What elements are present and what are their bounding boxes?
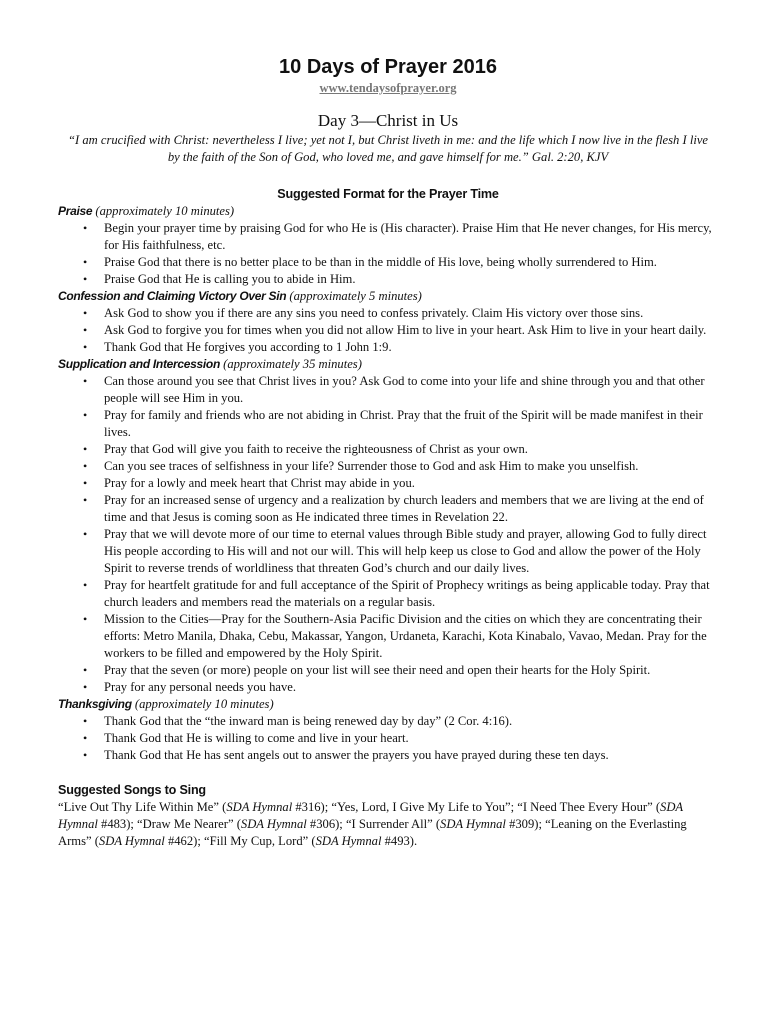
list-item <box>83 271 718 288</box>
list-item-text: Pray for a lowly and meek heart that Christ may abide in you. <box>104 476 415 490</box>
bullet-icon: • <box>83 680 88 694</box>
list-item <box>83 713 718 730</box>
list-item <box>83 373 718 407</box>
bullet-icon: • <box>83 476 88 490</box>
list-item-text: Mission to the Cities—Pray for the Southern-Asia Pacific Division and the cities on which they are concentrating their efforts: Metro Manila, Dhaka, Cebu, Makassar, Yangon, Urdaneta, Karachi, Kota Kinabalo, Vavao, Medan. Pray for the workers to be filled and empowered by the Holy Spirit. <box>104 612 707 660</box>
section-heading <box>58 288 718 305</box>
songs-list: “Live Out Thy Life Within Me” (SDA Hymnal #316); “Yes, Lord, I Give My Life to You”; “I Need Thee Every Hour” (SDA Hymnal #483); “Draw Me Nearer” (SDA Hymnal #306); “I Surrender All” (SDA Hymnal #309); “Leaning on the Everlasting Arms” (SDA Hymnal #462); “Fill My Cup, Lord” (SDA Hymnal #493). <box>58 800 687 848</box>
list-item <box>83 492 718 526</box>
list-item-text: Thank God that He has sent angels out to answer the prayers you have prayed during these ten days. <box>104 748 609 762</box>
list-item <box>83 577 718 611</box>
section-name: Praise <box>58 204 93 218</box>
bullet-icon: • <box>83 408 88 422</box>
section-duration: (approximately 35 minutes) <box>220 357 362 371</box>
list-item-text: Pray for an increased sense of urgency and a realization by church leaders and members that we are living at the end of time and that Jesus is coming soon as He indicated three times in Revelation 22. <box>104 493 704 524</box>
list-item-text: Pray for any personal needs you have. <box>104 680 296 694</box>
list-item <box>83 679 718 696</box>
bullet-icon: • <box>83 255 88 269</box>
list-item-text: Pray for heartfelt gratitude for and full acceptance of the Spirit of Prophecy writings as being applicable today. Pray that church leaders and members read the materials on a regular basis. <box>104 578 710 609</box>
list-item-text: Thank God that He forgives you according to 1 John 1:9. <box>104 340 392 354</box>
list-item <box>83 254 718 271</box>
list-item-text: Praise God that He is calling you to abide in Him. <box>104 272 356 286</box>
section-name: Supplication and Intercession <box>58 357 220 371</box>
list-item <box>83 441 718 458</box>
bullet-icon: • <box>83 493 88 507</box>
hymnal-name: SDA Hymnal <box>240 817 307 831</box>
section-name: Confession and Claiming Victory Over Sin <box>58 289 287 303</box>
list-item-text: Begin your prayer time by praising God for who He is (His character). Praise Him that He never changes, for His mercy, for His faithfulness, etc. <box>104 221 712 252</box>
section-duration: (approximately 10 minutes) <box>131 697 274 711</box>
list-item <box>83 407 718 441</box>
list-item-text: Praise God that there is no better place to be than in the middle of His love, being wholly surrendered to Him. <box>104 255 657 269</box>
list-item <box>83 220 718 254</box>
bullet-icon: • <box>83 459 88 473</box>
list-item-text: Can you see traces of selfishness in your life? Surrender those to God and ask Him to make you unselfish. <box>104 459 639 473</box>
bullet-icon: • <box>83 272 88 286</box>
section-duration: (approximately 10 minutes) <box>92 204 235 218</box>
list-item-text: Pray that the seven (or more) people on your list will see their need and open their hearts for the Holy Spirit. <box>104 663 651 677</box>
section-items <box>58 220 718 288</box>
bullet-icon: • <box>83 442 88 456</box>
scripture-verse: “I am crucified with Christ: nevertheless I live; yet not I, but Christ liveth in me: and the life which I now live in the flesh I live by the faith of the Son of God, who loved me, and gave himself for me.” Gal. 2:20, KJV <box>67 133 709 164</box>
website-link[interactable]: www.tendaysofprayer.org <box>319 81 457 95</box>
bullet-icon: • <box>83 323 88 337</box>
list-item <box>83 747 718 764</box>
list-item <box>83 611 718 662</box>
document-title: 10 Days of Prayer 2016 <box>279 56 497 78</box>
bullet-icon: • <box>83 527 88 541</box>
bullet-icon: • <box>83 748 88 762</box>
bullet-icon: • <box>83 340 88 354</box>
bullet-icon: • <box>83 731 88 745</box>
format-title: Suggested Format for the Prayer Time <box>277 187 499 201</box>
songs-title: Suggested Songs to Sing <box>58 783 206 797</box>
bullet-icon: • <box>83 306 88 320</box>
list-item <box>83 322 718 339</box>
section-heading <box>58 696 718 713</box>
list-item-text: Ask God to forgive you for times when you did not allow Him to live in your heart. Ask Him to live in your heart daily. <box>104 323 707 337</box>
document-page <box>58 54 718 850</box>
bullet-icon: • <box>83 714 88 728</box>
bullet-icon: • <box>83 374 88 388</box>
list-item-text: Pray that we will devote more of our time to eternal values through Bible study and prayer, allowing God to fully direct His people according to His will and not our will. This will help keep us close to God and allow the power of the Holy Spirit to reverse trends of worldliness that threaten God’s church and our daily lives. <box>104 527 707 575</box>
list-item <box>83 662 718 679</box>
section-items <box>58 713 718 764</box>
bullet-icon: • <box>83 221 88 235</box>
list-item-text: Ask God to show you if there are any sins you need to confess privately. Claim His victory over those sins. <box>104 306 644 320</box>
hymnal-name: SDA Hymnal <box>440 817 506 831</box>
list-item-text: Can those around you see that Christ lives in you? Ask God to come into your life and shine through you and that other people will see Him in you. <box>104 374 705 405</box>
list-item <box>83 305 718 322</box>
list-item-text: Thank God that He is willing to come and live in your heart. <box>104 731 409 745</box>
section-items <box>58 305 718 356</box>
section-items <box>58 373 718 696</box>
list-item-text: Pray for family and friends who are not abiding in Christ. Pray that the fruit of the Spirit will be made manifest in their lives. <box>104 408 703 439</box>
bullet-icon: • <box>83 612 88 626</box>
list-item-text: Pray that God will give you faith to receive the righteousness of Christ as your own. <box>104 442 528 456</box>
list-item-text: Thank God that the “the inward man is being renewed day by day” (2 Cor. 4:16). <box>104 714 513 728</box>
bullet-icon: • <box>83 663 88 677</box>
list-item <box>83 526 718 577</box>
hymnal-name: SDA Hymnal <box>315 834 382 848</box>
list-item <box>83 475 718 492</box>
prayer-sections <box>58 203 718 764</box>
section-heading <box>58 203 718 220</box>
list-item <box>83 730 718 747</box>
section-name: Thanksgiving <box>58 697 132 711</box>
day-title: Day 3—Christ in Us <box>317 111 459 130</box>
section-heading <box>58 356 718 373</box>
section-duration: (approximately 5 minutes) <box>286 289 422 303</box>
hymnal-name: SDA Hymnal <box>58 800 683 831</box>
hymnal-name: SDA Hymnal <box>226 800 293 814</box>
list-item <box>83 458 718 475</box>
list-item <box>83 339 718 356</box>
hymnal-name: SDA Hymnal <box>98 834 165 848</box>
bullet-icon: • <box>83 578 88 592</box>
